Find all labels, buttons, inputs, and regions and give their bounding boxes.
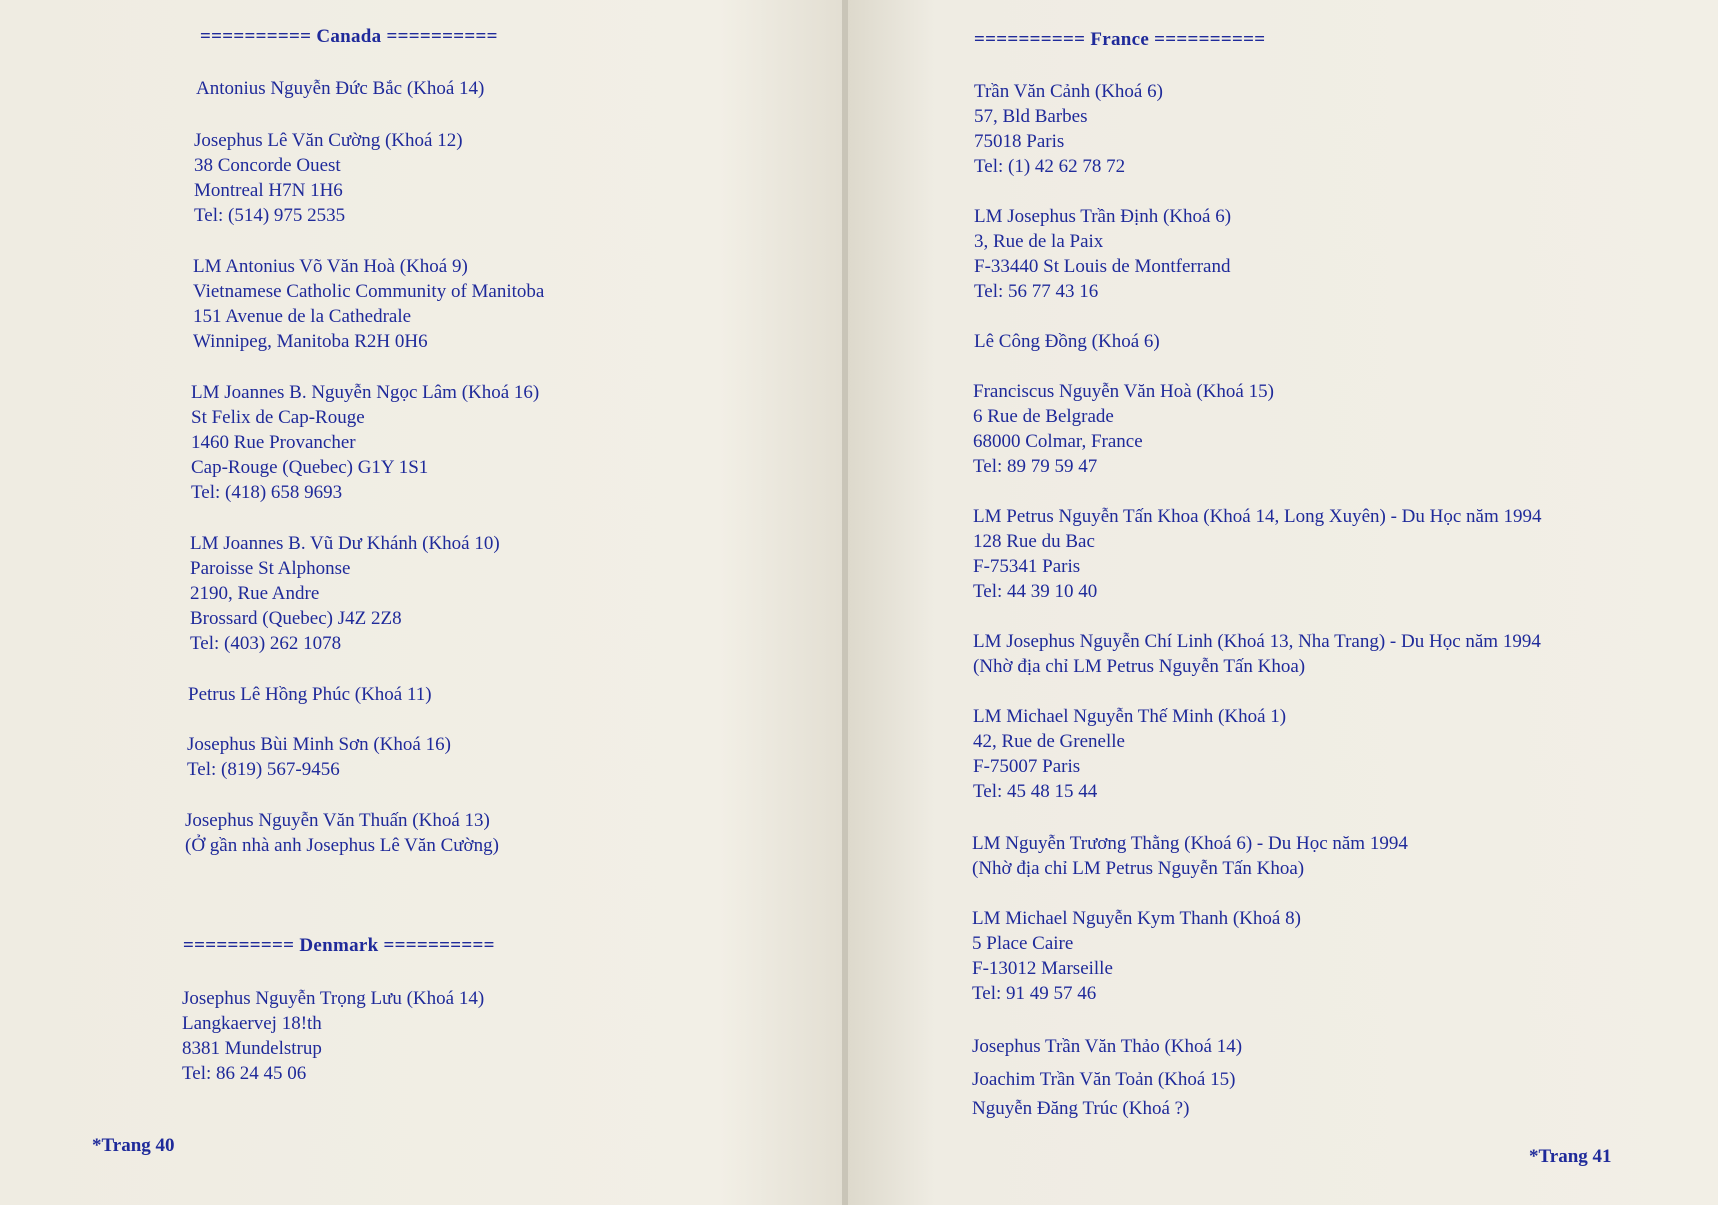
entry-line: Paroisse St Alphonse: [190, 558, 351, 579]
entry-line: F-75007 Paris: [973, 756, 1081, 777]
entry-line: Tel: 45 48 15 44: [973, 781, 1098, 802]
entry-line: Trần Văn Cảnh (Khoá 6): [974, 81, 1163, 102]
entry-vu-du-khanh: [190, 531, 500, 656]
entry-line: Tel: 44 39 10 40: [973, 581, 1098, 602]
entry-line: LM Michael Nguyễn Kym Thanh (Khoá 8): [972, 908, 1301, 929]
entry-line: 128 Rue du Bac: [973, 531, 1095, 552]
right-page: [848, 0, 1718, 1205]
entry-nguyen-the-minh: [973, 704, 1286, 804]
left-page: [0, 0, 846, 1205]
entry-line: Vietnamese Catholic Community of Manitoba: [193, 281, 545, 302]
entry-line: Franciscus Nguyễn Văn Hoà (Khoá 15): [973, 381, 1274, 402]
entry-line: LM Petrus Nguyễn Tấn Khoa (Khoá 14, Long Xuyên) - Du Học năm 1994: [973, 506, 1542, 527]
section-title-france: ========== France ==========: [974, 29, 1266, 50]
page-number-right: *Trang 41: [1529, 1146, 1612, 1167]
entry-line: 8381 Mundelstrup: [182, 1038, 322, 1059]
entry-line: Nguyễn Đăng Trúc (Khoá ?): [972, 1098, 1190, 1119]
entry-line: Petrus Lê Hồng Phúc (Khoá 11): [188, 684, 432, 705]
entry-line: 6 Rue de Belgrade: [973, 406, 1114, 427]
entry-line: LM Joannes B. Vũ Dư Khánh (Khoá 10): [190, 533, 500, 554]
entry-line: Antonius Nguyễn Đức Bắc (Khoá 14): [196, 78, 485, 99]
section-title-denmark: ========== Denmark ==========: [183, 935, 495, 956]
entry-line: Tel: 89 79 59 47: [973, 456, 1098, 477]
entry-line: Montreal H7N 1H6: [194, 180, 343, 201]
entry-line: Tel: (418) 658 9693: [191, 482, 343, 503]
entry-tran-dinh: [974, 204, 1231, 304]
entry-line: Tel: 56 77 43 16: [974, 281, 1099, 302]
entry-line: 5 Place Caire: [972, 933, 1074, 954]
entry-line: LM Josephus Trần Định (Khoá 6): [974, 206, 1232, 227]
page-number-left: *Trang 40: [92, 1135, 175, 1156]
entry-line: St Felix de Cap-Rouge: [191, 407, 365, 428]
entry-line: Josephus Nguyễn Văn Thuấn (Khoá 13): [185, 810, 490, 831]
entry-le-cong-dong: [974, 329, 1160, 354]
entry-bui-minh-son: [187, 732, 451, 782]
entry-line: Joachim Trần Văn Toản (Khoá 15): [972, 1069, 1236, 1090]
entry-line: 75018 Paris: [974, 131, 1065, 152]
entry-vo-van-hoa: [193, 254, 544, 354]
entry-line: Winnipeg, Manitoba R2H 0H6: [193, 331, 428, 352]
entry-line: LM Antonius Võ Văn Hoà (Khoá 9): [193, 256, 468, 277]
entry-tran-van-thao: [972, 1034, 1242, 1059]
entry-line: (Ở gần nhà anh Josephus Lê Văn Cường): [185, 835, 499, 856]
entry-line: 3, Rue de la Paix: [974, 231, 1104, 252]
entry-line: 151 Avenue de la Cathedrale: [193, 306, 412, 327]
entry-tran-van-canh: [974, 79, 1163, 179]
entry-line: LM Nguyễn Trương Thằng (Khoá 6) - Du Học năm 1994: [972, 833, 1408, 854]
entry-line: 57, Bld Barbes: [974, 106, 1088, 127]
section-title-canada: ========== Canada ==========: [200, 26, 498, 47]
entry-line: F-33440 St Louis de Montferrand: [974, 256, 1231, 277]
entry-nguyen-chi-linh: [973, 629, 1541, 679]
entry-line: Josephus Trần Văn Thảo (Khoá 14): [972, 1036, 1243, 1057]
entry-line: Josephus Lê Văn Cường (Khoá 12): [194, 130, 463, 151]
entry-nguyen-truong-thang: [972, 831, 1408, 881]
entry-le-hong-phuc: [188, 682, 432, 707]
entry-nguyen-dang-truc: [972, 1096, 1189, 1121]
entry-line: LM Joannes B. Nguyễn Ngọc Lâm (Khoá 16): [191, 382, 540, 403]
entry-nguyen-tan-khoa: [973, 504, 1542, 604]
entry-line: 38 Concorde Ouest: [194, 155, 341, 176]
entry-line: Brossard (Quebec) J4Z 2Z8: [190, 608, 402, 629]
entry-line: LM Josephus Nguyễn Chí Linh (Khoá 13, Nha Trang) - Du Học năm 1994: [973, 631, 1541, 652]
entry-nguyen-van-hoa: [973, 379, 1274, 479]
entry-line: Tel: (514) 975 2535: [194, 205, 346, 226]
entry-tran-van-toan: [972, 1067, 1235, 1092]
entry-nguyen-trong-luu: [182, 986, 484, 1086]
entry-line: 42, Rue de Grenelle: [973, 731, 1125, 752]
entry-line: Josephus Nguyễn Trọng Lưu (Khoá 14): [182, 988, 485, 1009]
entry-line: Langkaervej 18!th: [182, 1013, 322, 1034]
entry-line: Tel: (819) 567-9456: [187, 759, 340, 780]
entry-line: (Nhờ địa chỉ LM Petrus Nguyễn Tấn Khoa): [973, 656, 1306, 677]
entry-line: Tel: (1) 42 62 78 72: [974, 156, 1126, 177]
entry-nguyen-ngoc-lam: [191, 380, 539, 505]
entry-nguyen-kym-thanh: [972, 906, 1301, 1006]
entry-line: F-75341 Paris: [973, 556, 1081, 577]
entry-line: Tel: (403) 262 1078: [190, 633, 342, 654]
entry-nguyen-duc-bac: [196, 76, 484, 101]
entry-line: Cap-Rouge (Quebec) G1Y 1S1: [191, 457, 429, 478]
entry-line: LM Michael Nguyễn Thế Minh (Khoá 1): [973, 706, 1287, 727]
entry-line: Tel: 86 24 45 06: [182, 1063, 307, 1084]
entry-line: Tel: 91 49 57 46: [972, 983, 1097, 1004]
entry-line: 68000 Colmar, France: [973, 431, 1143, 452]
entry-line: 1460 Rue Provancher: [191, 432, 356, 453]
entry-line: Lê Công Đồng (Khoá 6): [974, 331, 1160, 352]
entry-line: (Nhờ địa chỉ LM Petrus Nguyễn Tấn Khoa): [972, 858, 1305, 879]
entry-line: F-13012 Marseille: [972, 958, 1113, 979]
entry-line: Josephus Bùi Minh Sơn (Khoá 16): [187, 734, 451, 755]
entry-line: 2190, Rue Andre: [190, 583, 320, 604]
entry-nguyen-van-thuan: [185, 808, 499, 858]
entry-le-van-cuong: [194, 128, 463, 228]
